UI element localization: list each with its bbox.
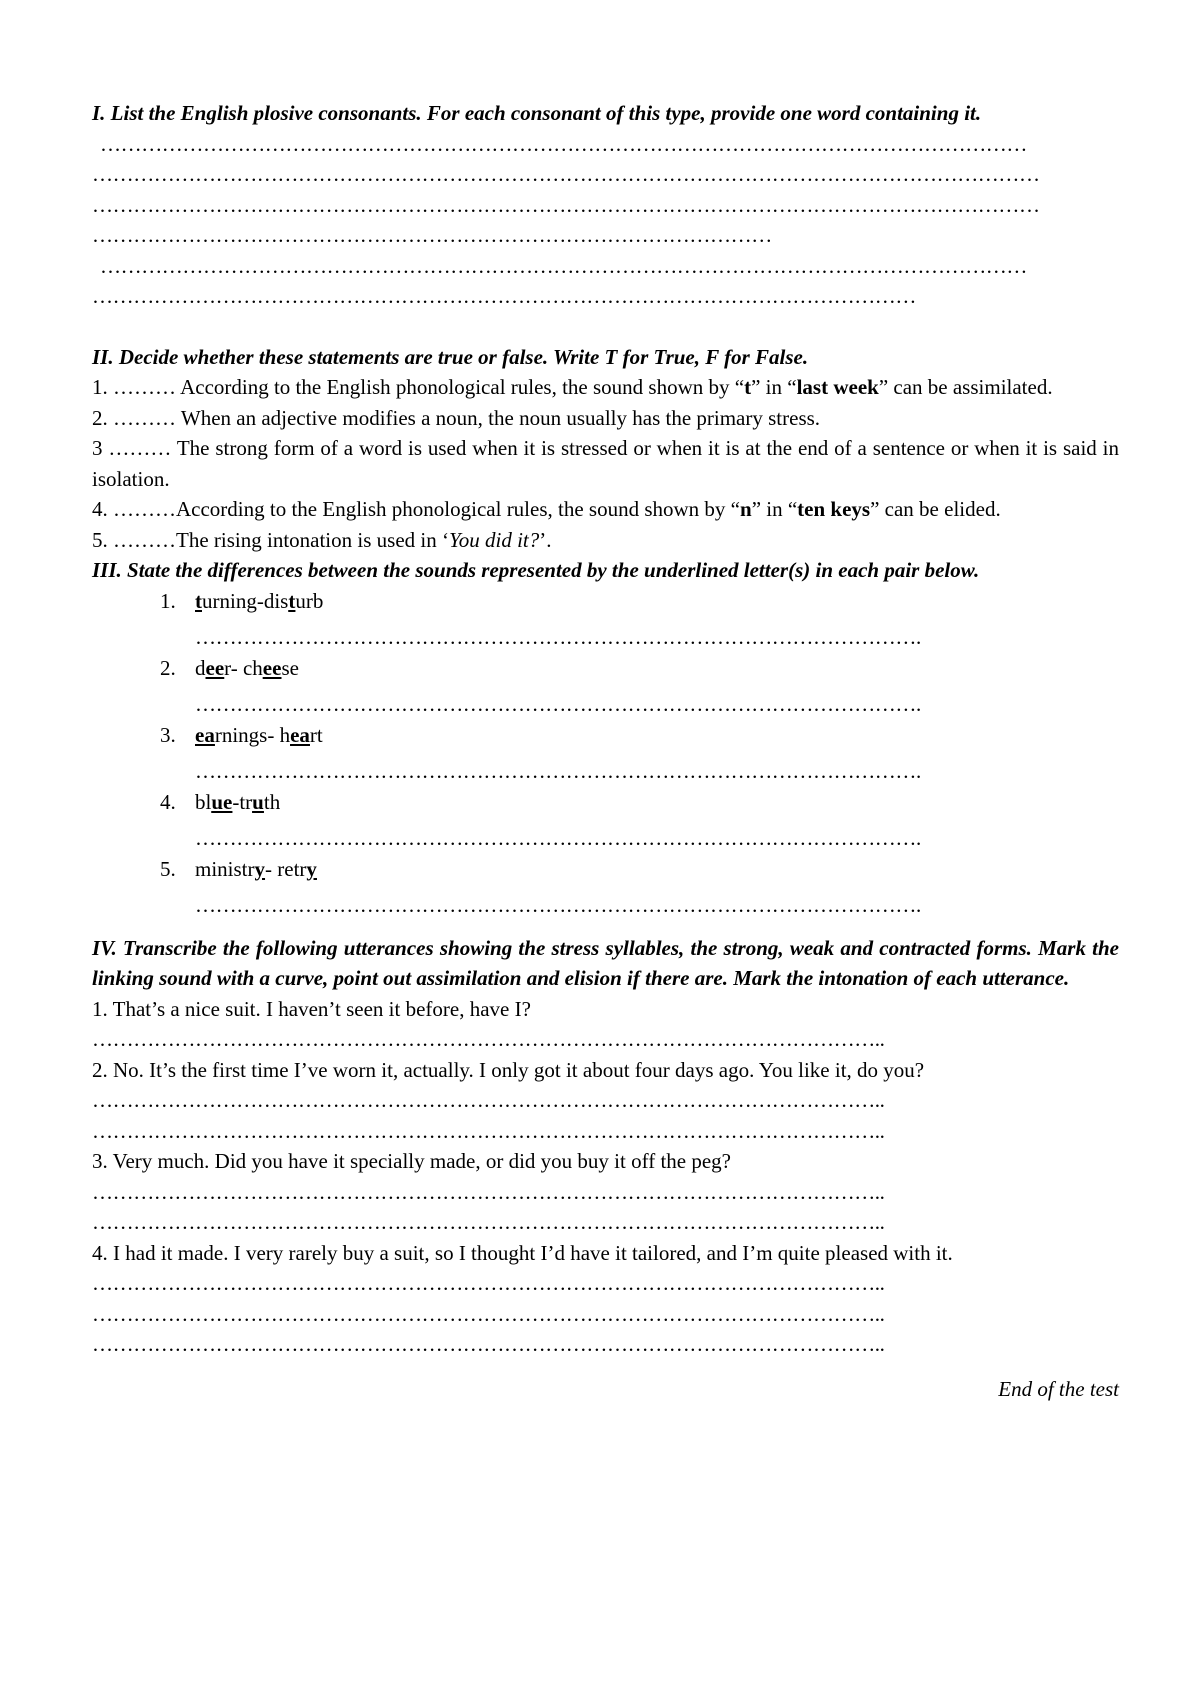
list-item [160, 787, 1119, 854]
answer-line: ………………………………………………………………………………………………………… [92, 284, 917, 308]
section-1-heading: I. List the English plosive consonants. For each consonant of this type, provide one word containing it. [92, 101, 982, 125]
utterance-2: 2. No. It’s the first time I’ve worn it, actually. I only got it about four days ago. You like it, do you? [92, 1057, 925, 1082]
answer-line: ……………………………………………………………………………………………. [195, 759, 921, 783]
list-item [160, 720, 1119, 787]
list-item [160, 653, 1119, 720]
word-pair: earnings- heart [195, 722, 323, 747]
answer-line: …………………………………………………………………………………………………….. [92, 1332, 885, 1356]
answer-line: …………………………………………………………………………………………………….. [92, 1179, 885, 1204]
utterance-1: 1. That’s a nice suit. I haven’t seen it before, have I? [92, 996, 531, 1021]
statement-5: 5. ………The rising intonation is used in ‘You did it?’. [92, 527, 552, 552]
item-number: 2. [160, 655, 176, 680]
answer-line: ……………………………………………………………………………………………. [195, 625, 921, 649]
answer-line: ……………………………………………………………………………………………. [195, 826, 921, 850]
word-pair: turning-disturb [195, 588, 324, 613]
exam-page [92, 98, 1119, 1404]
answer-line: ……………………………………………………………………………………………. [195, 692, 921, 716]
section-2-heading: II. Decide whether these statements are true or false. Write T for True, F for False. [92, 344, 809, 369]
answer-line: ………………………………………………………………………………………………………………………… [92, 162, 1040, 186]
word-pair: blue-truth [195, 789, 281, 814]
statement-3: 3 ……… The strong form of a word is used when it is stressed or when it is at the end of a sentence or when it is said in isolation. [92, 436, 1119, 491]
answer-line: …………………………………………………………………………………………………….. [92, 1027, 885, 1051]
answer-line: ………………………………………………………………………………………………………………………… [92, 192, 1040, 217]
answer-line: …………………………………………………………………………………………………….. [92, 1088, 885, 1112]
section-3-heading: III. State the differences between the sounds represented by the underlined letter(s) in each pair below. [92, 558, 980, 582]
answer-line: ……………………………………………………………………………………………………………………… [100, 253, 1028, 278]
answer-line: …………………………………………………………………………………………………….. [92, 1118, 885, 1143]
answer-line: ……………………………………………………………………………………………. [195, 893, 921, 917]
answer-line: ……………………………………………………………………………………… [92, 223, 772, 247]
word-pair: deer- cheese [195, 655, 299, 680]
item-number: 1. [160, 588, 176, 613]
section-4-heading: IV. Transcribe the following utterances showing the stress syllables, the strong, weak and contracted forms. Mark the linking sound with a curve, point out assimilation and elision if there are. Mark the intonation of each utterance. [92, 935, 1119, 990]
item-number: 4. [160, 789, 176, 814]
list-item [160, 854, 1119, 921]
end-of-test: End of the test [998, 1376, 1119, 1401]
answer-line: …………………………………………………………………………………………………….. [92, 1271, 885, 1295]
statement-1: 1. ……… According to the English phonological rules, the sound shown by “t” in “last week” can be assimilated. [92, 375, 1053, 399]
utterance-4: 4. I had it made. I very rarely buy a suit, so I thought I’d have it tailored, and I’m quite pleased with it. [92, 1240, 953, 1265]
utterance-3: 3. Very much. Did you have it specially made, or did you buy it off the peg? [92, 1149, 732, 1173]
item-number: 5. [160, 856, 176, 881]
pair-list [92, 586, 1119, 921]
answer-line: …………………………………………………………………………………………………….. [92, 1210, 885, 1234]
item-number: 3. [160, 722, 176, 747]
word-pair: ministry- retry [195, 856, 317, 881]
answer-line: …………………………………………………………………………………………………….. [92, 1301, 885, 1326]
answer-line: ……………………………………………………………………………………………………………………… [100, 131, 1028, 156]
statement-2: 2. ……… When an adjective modifies a noun, the noun usually has the primary stress. [92, 405, 821, 430]
list-item [160, 586, 1119, 653]
statement-4: 4. ………According to the English phonological rules, the sound shown by “n” in “ten keys” can be elided. [92, 497, 1001, 521]
